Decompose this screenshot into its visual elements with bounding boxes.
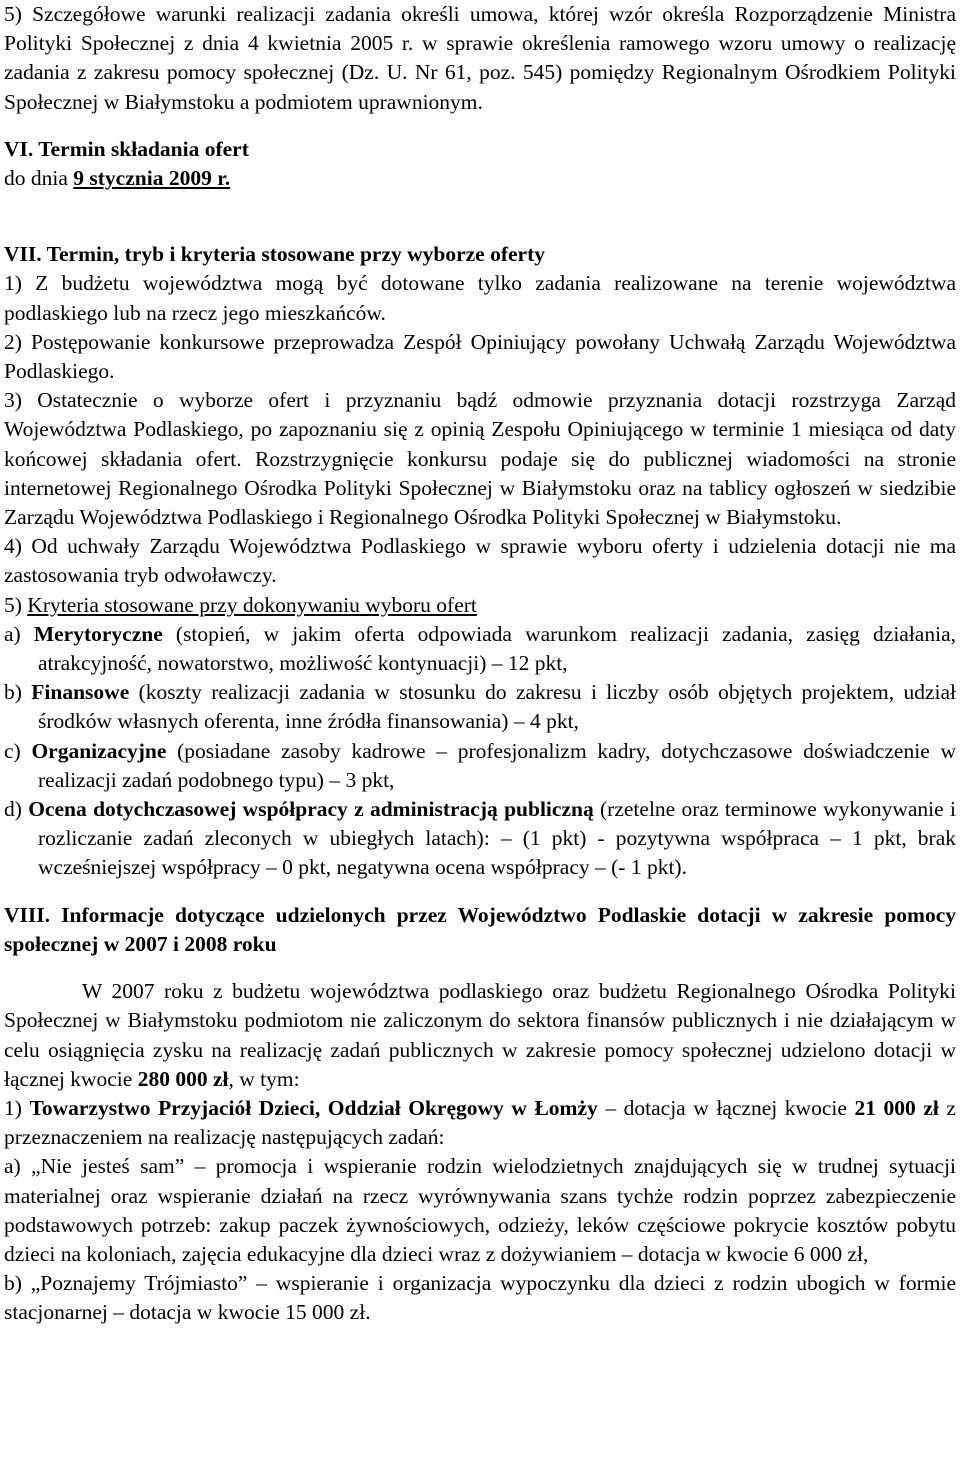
section-vii-number: VII. [4, 242, 42, 267]
section-vi-deadline [4, 164, 956, 193]
section-viii-intro [4, 977, 956, 1094]
criterion-b [4, 678, 956, 736]
criterion-desc: (koszty realizacji zadania w stosunku do zakresu i liczby osób objętych projektem, udział środków własnych oferenta, inne źródła finansowania) – 4 pkt, [38, 680, 956, 734]
section-vii-point-3: 3) Ostatecznie o wyborze ofert i przyznaniu bądź odmowie przyznania dotacji rozstrzyga Zarząd Województwa Podlaskiego, po zapoznaniu się z opinią Zespołu Opiniującego w terminie 1 miesiąca od daty końcowej składania ofert. Rozstrzygnięcie konkursu podaje się do publicznej wiadomości na stronie internetowej Regionalnego Ośrodka Polityki Społecznej w Białymstoku oraz na tablicy ogłoszeń w siedzibie Zarządu Województwa Podlaskiego i Regionalnego Ośrodka Polityki Społecznej w Białymstoku. [4, 388, 956, 530]
criterion-desc: (stopień, w jakim oferta odpowiada warunkom realizacji zadania, zasięg działania, atrakcyjność, nowatorstwo, możliwość kontynuacji) – 12 pkt, [38, 621, 956, 676]
section-viii-number: VIII. [4, 902, 51, 927]
intro-text: W 2007 roku z budżetu województwa podlaskiego oraz budżetu Regionalnego Ośrodka Polityki Społecznej w Białymstoku podmiotom nie zaliczonym do sektora finansów publicznych i nie działającym w celu osiągnięcia zysku na realizację zadań publicznych w zakresie pomocy społecznej udzielono dotacji w łącznej kwocie [4, 979, 956, 1091]
criterion-name: Ocena dotychczasowej współpracy z administracją publiczną [28, 797, 594, 822]
spacer [4, 222, 956, 240]
spacer [4, 883, 956, 901]
spacer [4, 117, 956, 135]
criterion-letter: c) [4, 738, 32, 763]
intro-total-amount: 280 000 zł [137, 1066, 229, 1091]
section-vii-point-2: 2) Postępowanie konkursowe przeprowadza Zespół Opiniujący powołany Uchwałą Zarządu Województwa Podlaskiego. [4, 329, 956, 384]
item-number: 1) [4, 1095, 30, 1120]
grant-item-1 [4, 1094, 956, 1152]
task-b: b) „Poznajemy Trójmiasto” – wspieranie i organizacja wypoczynku dla dzieci z rodzin ubogich w formie stacjonarnej – dotacja w kwocie 15 000 zł. [4, 1271, 956, 1325]
criterion-c [4, 737, 956, 795]
section-vii-point-4: 4) Od uchwały Zarządu Województwa Podlaskiego w sprawie wyboru oferty i udzielenia dotacji nie ma zastosowania tryb odwoławczy. [4, 534, 956, 588]
criterion-name: Merytoryczne [33, 621, 163, 646]
section-vii-title: Termin, tryb i kryteria stosowane przy wyborze oferty [41, 242, 546, 267]
deadline-prefix: do dnia [4, 166, 74, 191]
section-viii-title: Informacje dotyczące udzielonych przez Województwo Podlaskie dotacji w zakresie pomocy społecznej w 2007 i 2008 roku [4, 902, 956, 956]
criterion-letter: d) [4, 797, 29, 822]
condition-paragraph-5: 5) Szczegółowe warunki realizacji zadania określi umowa, której wzór określa Rozporządzenie Ministra Polityki Społecznej z dnia 4 kwietnia 2005 r. w sprawie określenia ramowego wzoru umowy o realizację zadania z zakresu pomocy społecznej (Dz. U. Nr 61, poz. 545) pomiędzy Regionalnym Ośrodkiem Polityki Społecznej w Białymstoku a podmiotem uprawnionym. [4, 2, 956, 114]
section-vi-heading: VI. Termin składania ofert [4, 136, 249, 161]
task-a: a) „Nie jesteś sam” – promocja i wspieranie rodzin wielodzietnych znajdujących się w trudnej sytuacji materialnej oraz wspieranie działań na rzecz wyrównywania szans tychże rodzin poprzez zabezpieczenie podstawowych potrzeb: zakup paczek żywnościowych, odzieży, leków częściowe pokrycie kosztów pobytu dzieci na koloniach, zajęcia edukacyjne dla dzieci wraz z dożywianiem – dotacja w kwocie 6 000 zł, [4, 1154, 956, 1266]
criterion-a [4, 620, 956, 678]
section-vii-point-1: 1) Z budżetu województwa mogą być dotowane tylko zadania realizowane na terenie województwa podlaskiego lub na rzecz jego mieszkańców. [4, 271, 956, 325]
criterion-name: Organizacyjne [31, 738, 167, 763]
section-viii-heading [4, 901, 956, 959]
deadline-date: 9 stycznia 2009 r. [73, 166, 231, 191]
section-vii-point-5 [4, 591, 956, 620]
criteria-label: Kryteria stosowane przy dokonywaniu wyboru ofert [27, 592, 477, 617]
criterion-letter: b) [4, 680, 32, 705]
criterion-desc: (posiadane zasoby kadrowe – profesjonalizm kadry, dotychczasowe doświadczenie w realizacji zadań podobnego typu) – 3 pkt, [38, 738, 957, 792]
point-5-number: 5) [4, 592, 28, 617]
criterion-name: Finansowe [31, 680, 130, 705]
item-organization: Towarzystwo Przyjaciół Dzieci, Oddział Okręgowy w Łomży [29, 1095, 598, 1120]
spacer [4, 193, 956, 222]
item-mid: – dotacja w łącznej kwocie [597, 1095, 855, 1120]
item-amount: 21 000 zł [854, 1095, 939, 1120]
criterion-desc: (rzetelne oraz terminowe wykonywanie i rozliczanie zadań zleconych w ubiegłych latach): – (1 pkt) - pozytywna współpraca – 1 pkt, brak wcześniejszej współpracy – 0 pkt, negatywna ocena współpracy – (- 1 pkt). [38, 797, 956, 880]
criterion-d [4, 795, 956, 883]
criterion-letter: a) [4, 621, 34, 646]
intro-after: , w tym: [228, 1066, 300, 1091]
section-vii-heading [4, 240, 956, 269]
item-after: z przeznaczeniem na realizację następujących zadań: [4, 1095, 956, 1150]
spacer [4, 959, 956, 977]
